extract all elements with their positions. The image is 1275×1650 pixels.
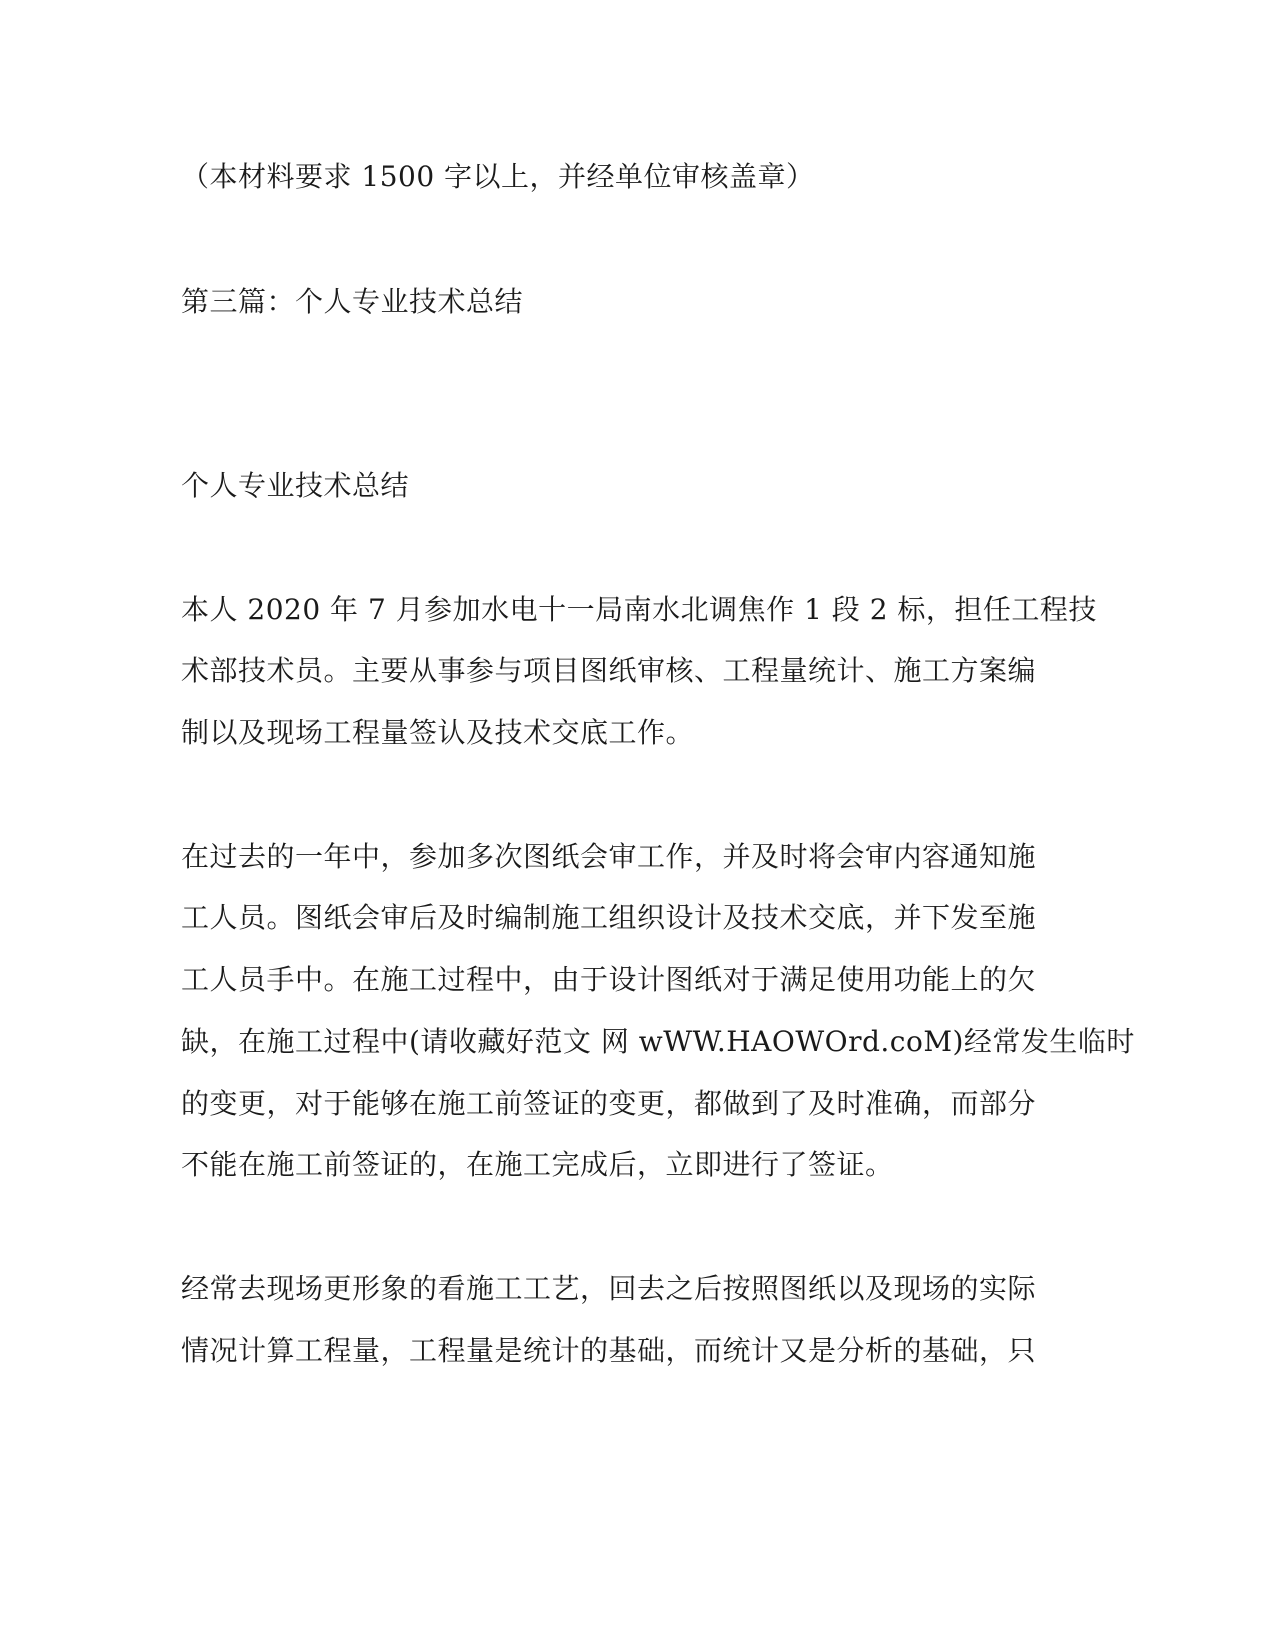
chapter-title: 第三篇：个人专业技术总结 [181, 285, 524, 318]
paragraph-3-line-1: 经常去现场更形象的看施工工艺，回去之后按照图纸以及现场的实际 [181, 1272, 1037, 1305]
material-requirement-note: （本材料要求 1500 字以上，并经单位审核盖章） [181, 160, 815, 193]
section-title: 个人专业技术总结 [181, 469, 410, 502]
paragraph-2-line-5: 的变更，对于能够在施工前签证的变更，都做到了及时准确，而部分 [181, 1087, 1037, 1120]
paragraph-2-line-3: 工人员手中。在施工过程中，由于设计图纸对于满足使用功能上的欠 [181, 963, 1037, 996]
paragraph-1-line-2: 术部技术员。主要从事参与项目图纸审核、工程量统计、施工方案编 [181, 654, 1037, 687]
paragraph-2-line-6: 不能在施工前签证的，在施工完成后，立即进行了签证。 [181, 1148, 894, 1181]
paragraph-3-line-2: 情况计算工程量，工程量是统计的基础，而统计又是分析的基础，只 [181, 1334, 1037, 1367]
paragraph-1-line-3: 制以及现场工程量签认及技术交底工作。 [181, 716, 695, 749]
paragraph-1-line-1: 本人 2020 年 7 月参加水电十一局南水北调焦作 1 段 2 标，担任工程技 [181, 593, 1097, 626]
paragraph-2-line-2: 工人员。图纸会审后及时编制施工组织设计及技术交底，并下发至施 [181, 901, 1037, 934]
paragraph-2-line-1: 在过去的一年中，参加多次图纸会审工作，并及时将会审内容通知施 [181, 840, 1037, 873]
paragraph-2-line-4: 缺，在施工过程中(请收藏好范文 网 wWW.HAOWOrd.coM)经常发生临时 [181, 1025, 1135, 1058]
